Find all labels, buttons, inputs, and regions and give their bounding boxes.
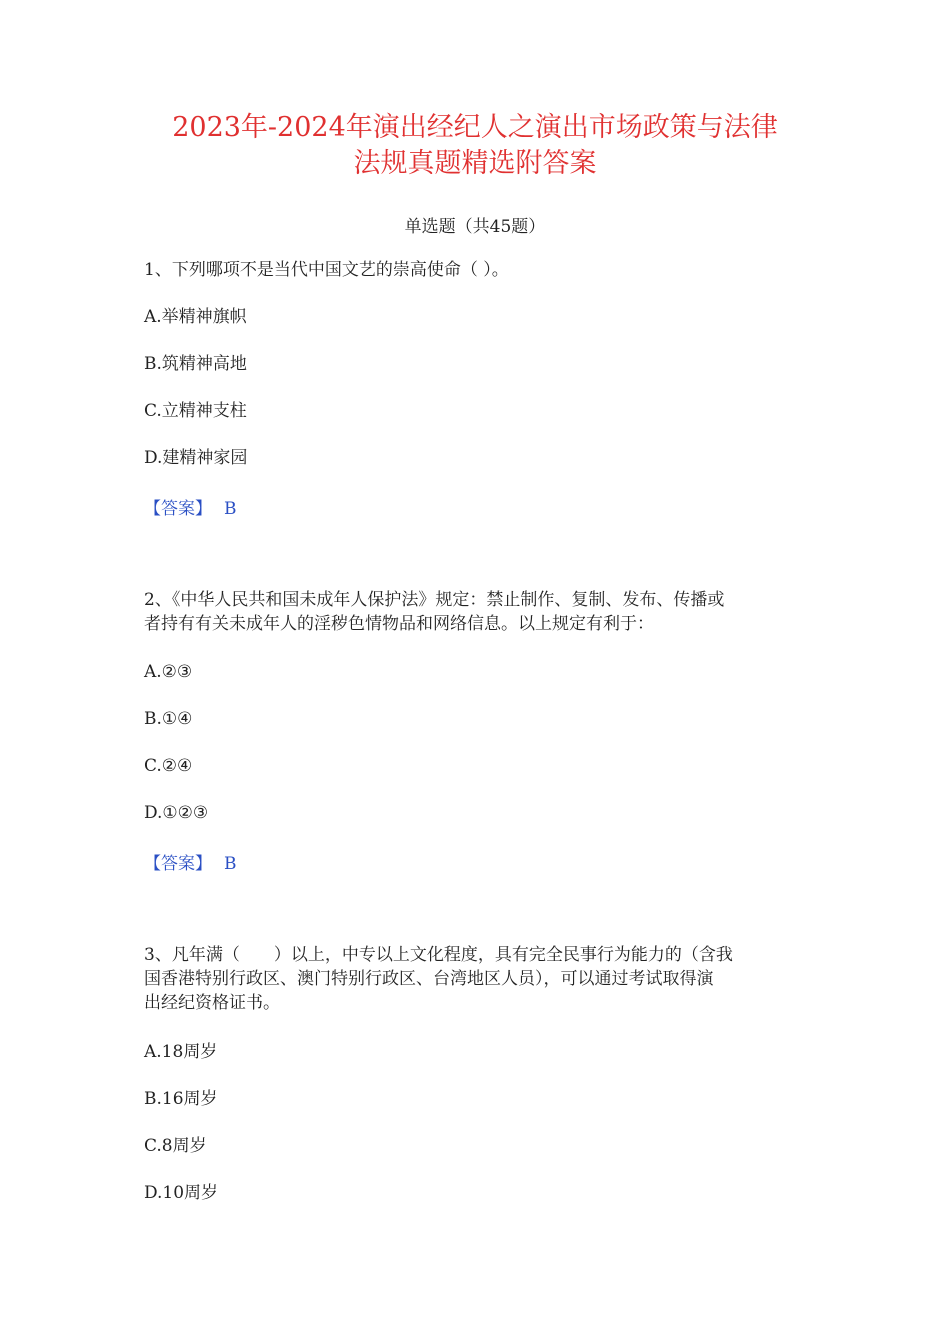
question-1-option-b: B.筑精神高地 — [144, 354, 247, 374]
section-heading: 单选题（共45题） — [404, 217, 546, 237]
question-2-option-d: D.①②③ — [144, 803, 209, 823]
document-title-line-1: 2023年-2024年演出经纪人之演出市场政策与法律 — [172, 112, 778, 143]
question-3-stem-line-2: 国香港特别行政区、澳门特别行政区、台湾地区人员），可以通过考试取得演 — [144, 969, 714, 989]
question-2-stem-line-1: 2、《中华人民共和国未成年人保护法》规定：禁止制作、复制、发布、传播或 — [144, 590, 725, 610]
question-2-stem-line-2: 者持有有关未成年人的淫秽色情物品和网络信息。以上规定有利于： — [144, 614, 654, 634]
answer-label: 【答案】 — [144, 499, 212, 519]
answer-label: 【答案】 — [144, 854, 212, 874]
question-3-stem-line-3: 出经纪资格证书。 — [144, 993, 280, 1013]
question-3-option-c: C.8周岁 — [144, 1136, 207, 1156]
question-2-option-b: B.①④ — [144, 709, 193, 729]
question-3-stem-line-1: 3、凡年满（ ）以上，中专以上文化程度，具有完全民事行为能力的（含我 — [144, 945, 733, 965]
question-2-answer — [144, 849, 237, 874]
answer-value: B — [224, 499, 237, 519]
question-2-option-c: C.②④ — [144, 756, 193, 776]
question-3-option-d: D.10周岁 — [144, 1183, 219, 1203]
question-3-option-a: A.18周岁 — [144, 1042, 218, 1062]
answer-value: B — [224, 854, 237, 874]
question-1-option-d: D.建精神家园 — [144, 448, 248, 468]
question-1-stem: 1、下列哪项不是当代中国文艺的崇高使命（ ）。 — [144, 260, 509, 280]
question-3-option-b: B.16周岁 — [144, 1089, 218, 1109]
question-1-option-a: A.举精神旗帜 — [144, 307, 247, 327]
question-1-option-c: C.立精神支柱 — [144, 401, 247, 421]
question-1-answer — [144, 494, 237, 519]
question-2-option-a: A.②③ — [144, 662, 193, 682]
document-title-line-2: 法规真题精选附答案 — [353, 148, 597, 179]
